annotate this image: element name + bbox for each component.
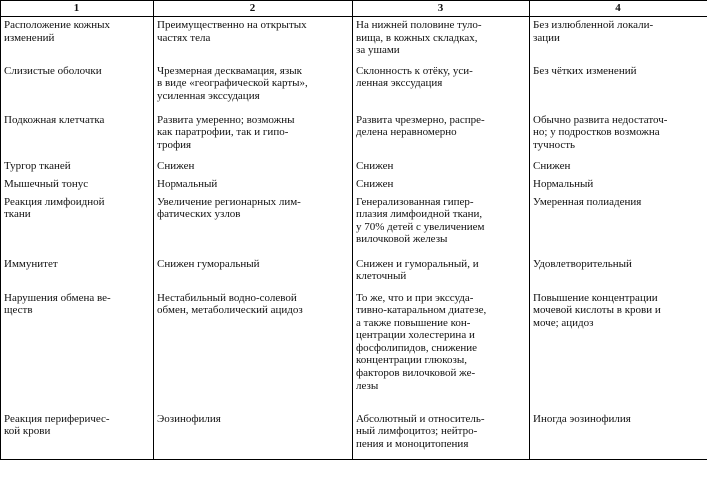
row-label-cell: Иммунитет	[1, 256, 154, 290]
column-header: 2	[154, 1, 353, 17]
table-row	[1, 194, 707, 256]
table-row	[1, 17, 707, 63]
table-cell: На нижней половине туло- вища, в кожных складках, за ушами	[353, 17, 530, 63]
table-cell: Снижен	[530, 158, 707, 176]
table-cell: Абсолютный и относитель- ный лимфоцитоз; нейтро- пения и моноцитопения	[353, 411, 530, 460]
row-label-cell: Подкожная клетчатка	[1, 112, 154, 158]
row-label-cell: Слизистые оболочки	[1, 63, 154, 112]
header-row	[1, 1, 707, 17]
table-cell: Генерализованная гипер- плазия лимфоидной ткани, у 70% детей с увеличением вилочковой железы	[353, 194, 530, 256]
table-cell: То же, что и при экссуда- тивно-катаральном диатезе, а также повышение кон- центрации холестерина и фосфолипидов, снижение концентрации глюкозы, факторов вилочковой же- лезы	[353, 290, 530, 411]
table-row	[1, 158, 707, 176]
table-cell: Склонность к отёку, уси- ленная экссудация	[353, 63, 530, 112]
table-cell: Повышение концентрации мочевой кислоты в крови и моче; ацидоз	[530, 290, 707, 411]
row-label-cell: Тургор тканей	[1, 158, 154, 176]
table-cell: Развита умеренно; возможны как паратрофии, так и гипо- трофия	[154, 112, 353, 158]
row-label-cell: Реакция периферичес- кой крови	[1, 411, 154, 460]
table-row	[1, 176, 707, 194]
table-cell: Снижен	[154, 158, 353, 176]
table-cell: Преимущественно на открытых частях тела	[154, 17, 353, 63]
table-row	[1, 112, 707, 158]
column-header: 1	[1, 1, 154, 17]
table-cell: Обычно развита недостаточ- но; у подростков возможна тучность	[530, 112, 707, 158]
table-row	[1, 256, 707, 290]
row-label-cell: Нарушения обмена ве- ществ	[1, 290, 154, 411]
table-cell: Нормальный	[530, 176, 707, 194]
table-cell: Умеренная полиадения	[530, 194, 707, 256]
row-label-cell: Реакция лимфоидной ткани	[1, 194, 154, 256]
table-row	[1, 290, 707, 411]
table-row	[1, 411, 707, 460]
table-cell: Увеличение регионарных лим- фатических узлов	[154, 194, 353, 256]
column-header: 4	[530, 1, 707, 17]
table-cell: Без чётких изменений	[530, 63, 707, 112]
table-cell: Снижен	[353, 158, 530, 176]
table-row	[1, 63, 707, 112]
row-label-cell: Мышечный тонус	[1, 176, 154, 194]
table-cell: Чрезмерная десквамация, язык в виде «географической карты», усиленная экссудация	[154, 63, 353, 112]
table-cell: Иногда эозинофилия	[530, 411, 707, 460]
column-header: 3	[353, 1, 530, 17]
table-cell: Нестабильный водно-солевой обмен, метаболический ацидоз	[154, 290, 353, 411]
row-label-cell: Расположение кожных изменений	[1, 17, 154, 63]
table-cell: Удовлетворительный	[530, 256, 707, 290]
table-cell: Нормальный	[154, 176, 353, 194]
table-cell: Снижен и гуморальный, и клеточный	[353, 256, 530, 290]
table-cell: Снижен	[353, 176, 530, 194]
table-cell: Эозинофилия	[154, 411, 353, 460]
table-cell: Снижен гуморальный	[154, 256, 353, 290]
table-cell: Развита чрезмерно, распре- делена неравномерно	[353, 112, 530, 158]
table-cell: Без излюбленной локали- зации	[530, 17, 707, 63]
